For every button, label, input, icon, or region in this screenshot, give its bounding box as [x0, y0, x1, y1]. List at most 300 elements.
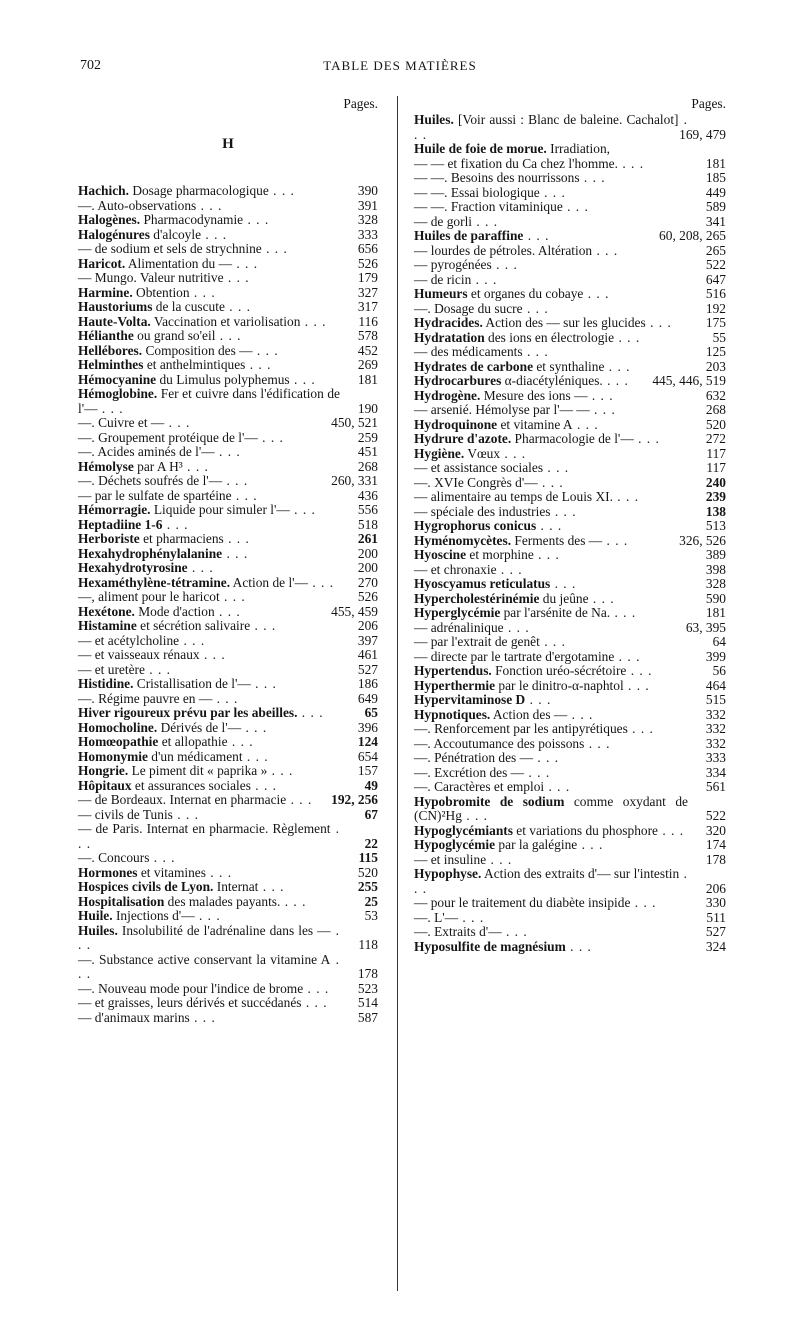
- entry-page-number: 647: [705, 271, 726, 287]
- entry-page-number: 436: [357, 487, 378, 503]
- entry-heading: Hydratation: [414, 329, 485, 345]
- index-entry: [78, 590, 378, 605]
- index-entry: [414, 896, 726, 911]
- leader-dots: . . .: [243, 212, 270, 227]
- entry-page-number: 63, 395: [685, 619, 726, 635]
- entry-heading: Hexétone.: [78, 603, 135, 619]
- entry-text: —. Renforcement par les antipyrétiques: [414, 721, 628, 736]
- leader-dots: . . .: [245, 357, 272, 372]
- index-entry: [78, 924, 378, 953]
- entry-page-number: 324: [705, 938, 726, 954]
- entry-text: — —. Besoins des nourrissons: [414, 170, 580, 185]
- entry-page-number: 396: [357, 719, 378, 735]
- entry-page-number: 190: [357, 400, 378, 416]
- index-entry: [414, 838, 726, 853]
- entry-text: — civils de Tunis: [78, 806, 173, 822]
- index-entry: [78, 344, 378, 359]
- entry-page-number: 178: [705, 851, 726, 867]
- index-entry: [414, 853, 726, 868]
- entry-text: Le piment dit « paprika »: [128, 763, 268, 778]
- entry-heading: Hongrie.: [78, 763, 129, 778]
- leader-dots: . . .: [205, 864, 233, 880]
- entry-page-number: 255: [357, 879, 378, 894]
- index-entry: [414, 142, 726, 157]
- entry-heading: Hyposulfite de magnésium: [414, 938, 566, 954]
- entry-heading: Hémoglobine.: [78, 386, 158, 401]
- entry-text: Irradiation,: [546, 141, 610, 156]
- leader-dots: . . .: [189, 284, 216, 300]
- entry-heading: Homocholine.: [78, 719, 158, 735]
- entry-page-number: 326, 526: [679, 532, 726, 548]
- entry-page-number: 181: [357, 371, 378, 387]
- index-entry: [414, 273, 726, 288]
- entry-page-number: 181: [705, 155, 726, 171]
- entry-page-number: 390: [357, 183, 378, 198]
- index-entry: [78, 576, 378, 591]
- index-entry: [78, 242, 378, 257]
- entry-page-number: 116: [358, 313, 378, 329]
- entry-text: —. Dosage du sucre: [414, 300, 523, 316]
- entry-page-number: 333: [357, 226, 378, 242]
- index-entry: [78, 895, 378, 910]
- entry-page-number: 330: [705, 895, 726, 910]
- index-entry: [414, 780, 726, 795]
- leader-dots: . . .: [301, 995, 328, 1010]
- pages-label-left: Pages.: [343, 96, 378, 111]
- entry-page-number: 60, 208, 265: [659, 228, 726, 243]
- entry-page-number: 270: [357, 574, 378, 590]
- entry-text: et synthaline: [533, 358, 605, 374]
- entry-text: —. Auto-observations: [78, 197, 197, 213]
- leader-dots: . . .: [536, 518, 563, 533]
- index-entry: [414, 229, 726, 244]
- index-entry: [414, 621, 726, 636]
- leader-dots: . . .: [252, 342, 279, 358]
- entry-text: — d'animaux marins: [78, 1009, 190, 1025]
- index-entry: [414, 345, 726, 360]
- entry-text: — spéciale des industries: [414, 503, 551, 519]
- entry-text: et vitamines: [137, 864, 206, 880]
- index-entry: [78, 1011, 378, 1026]
- entry-page-number: 526: [357, 255, 378, 271]
- index-entry: [414, 737, 726, 752]
- entry-heading: Hydrocarbures: [414, 373, 502, 388]
- entry-page-number: 157: [357, 763, 378, 778]
- entry-page-number: 513: [705, 518, 726, 533]
- leader-dots: . . .: [562, 199, 589, 214]
- entry-heading: Huiles.: [414, 112, 454, 127]
- entry-text: — et acétylcholine: [78, 632, 180, 648]
- index-entry: [78, 300, 378, 315]
- entry-heading: Hôpitaux: [78, 777, 132, 793]
- index-entry: [78, 257, 378, 272]
- entry-heading: Hypophyse.: [414, 866, 482, 881]
- entry-heading: Halogènes.: [78, 212, 141, 227]
- index-entry: [414, 925, 726, 940]
- index-entry: [414, 867, 726, 896]
- entry-text: — lourdes de pétroles. Altération: [414, 242, 593, 258]
- leader-dots: . . .: [522, 344, 549, 359]
- entry-heading: Halogénures: [78, 226, 150, 242]
- leader-dots: . . .: [194, 908, 221, 923]
- index-entry: [78, 373, 378, 388]
- entry-text: comme oxydant de (CN)²Hg: [414, 793, 688, 823]
- leader-dots: . . .: [222, 545, 249, 561]
- index-entry: [78, 808, 378, 823]
- index-entry: [78, 982, 378, 997]
- entry-text: et anthelmintiques: [143, 357, 246, 372]
- entry-text: —. Régime pauvre en —: [78, 690, 213, 706]
- leader-dots: . . .: [196, 197, 223, 213]
- leader-dots: . . .: [215, 328, 242, 343]
- entry-text: et pharmaciens: [139, 531, 224, 546]
- entry-page-number: 200: [357, 560, 378, 575]
- index-entry: [414, 722, 726, 737]
- entry-page-number: 185: [705, 170, 726, 185]
- entry-heading: Hyperglycémie: [414, 605, 501, 620]
- entry-page-number: 320: [705, 822, 726, 838]
- index-entry: [414, 751, 726, 766]
- entry-heading: Heptadiine 1-6: [78, 516, 163, 532]
- entry-text: Internat: [213, 879, 259, 894]
- leader-dots: . . .: [222, 473, 249, 488]
- entry-heading: Hachich.: [78, 183, 129, 198]
- entry-heading: Hélianthe: [78, 328, 134, 343]
- entry-text: Alimentation du —: [125, 255, 232, 271]
- index-entry: [78, 851, 378, 866]
- entry-text: — de Paris. Internat en pharmacie. Règlement: [78, 821, 331, 836]
- leader-dots: . . .: [172, 806, 199, 822]
- leader-dots: . . .: [589, 402, 616, 417]
- entry-text: Fer et cuivre dans l'édification de l'—: [78, 386, 340, 416]
- entry-text: du jeûne: [539, 590, 589, 606]
- entry-text: —. Accoutumance des poissons: [414, 735, 585, 751]
- index-entry: [78, 532, 378, 547]
- entry-page-number: 523: [357, 980, 378, 996]
- entry-page-number: 522: [705, 257, 726, 272]
- entry-page-number: 261: [357, 531, 378, 546]
- entry-heading: Harmine.: [78, 284, 133, 300]
- entry-text: — — et fixation du Ca chez l'homme.: [414, 155, 618, 171]
- index-entry: [78, 547, 378, 562]
- entry-heading: Hypervitaminose D: [414, 692, 526, 707]
- entry-page-number: 268: [357, 458, 378, 474]
- entry-heading: Hémocyanine: [78, 371, 157, 387]
- leader-dots: . . .: [303, 980, 330, 996]
- index-entry: [414, 418, 726, 433]
- leader-dots: . . .: [212, 690, 239, 706]
- leader-dots: . . .: [567, 706, 594, 722]
- leader-dots: . . .: [623, 677, 650, 693]
- entry-heading: Hypoglycémiants: [414, 822, 513, 838]
- leader-dots: . . .: [539, 634, 566, 649]
- entry-page-number: 589: [705, 199, 726, 214]
- entry-page-number: 578: [357, 328, 378, 343]
- index-entry: [414, 476, 726, 491]
- index-entry: [414, 708, 726, 723]
- entry-heading: Homonymie: [78, 748, 148, 764]
- entry-heading: Hypertendus.: [414, 663, 492, 678]
- entry-heading: Hormones: [78, 864, 138, 880]
- index-entry: [414, 331, 726, 346]
- index-entry: [78, 561, 378, 576]
- entry-text: Obtention: [132, 284, 190, 300]
- entry-heading: Herboriste: [78, 531, 140, 546]
- entry-heading: Hydroquinone: [414, 416, 498, 432]
- leader-dots: . . .: [242, 748, 269, 764]
- entry-text: — de Bordeaux. Internat en pharmacie: [78, 792, 287, 807]
- entry-text: et variations du phosphore: [512, 822, 658, 838]
- leader-dots: . . .: [97, 400, 124, 416]
- entry-text: et morphine: [466, 547, 534, 562]
- section-letter: H: [222, 136, 234, 152]
- index-entry: [414, 113, 726, 142]
- leader-dots: . . .: [201, 226, 228, 242]
- entry-text: —. Concours: [78, 850, 150, 865]
- entry-page-number: 265: [705, 242, 726, 258]
- leader-dots: . . .: [300, 313, 327, 329]
- entry-page-number: 332: [705, 721, 726, 736]
- entry-heading: Haute-Volta.: [78, 313, 151, 329]
- index-entry: [414, 548, 726, 563]
- index-entry: [414, 911, 726, 926]
- entry-heading: Histamine: [78, 618, 137, 633]
- index-entry: [78, 996, 378, 1011]
- index-entry: [414, 360, 726, 375]
- leader-dots: . . .: [645, 315, 672, 330]
- leader-dots: . . .: [250, 777, 278, 793]
- leader-dots: . . .: [286, 792, 313, 807]
- entry-text: Pharmacologie de l'—: [511, 431, 634, 446]
- entry-page-number: 55: [712, 329, 726, 345]
- entry-text: Injections d'—: [112, 908, 195, 923]
- entry-text: α-diacétyléniques.: [501, 373, 603, 388]
- entry-page-number: 56: [712, 663, 726, 678]
- index-entry: [414, 244, 726, 259]
- index-entry: [414, 795, 726, 824]
- index-entry: [414, 577, 726, 592]
- leader-dots: . . .: [500, 445, 527, 461]
- leader-dots: . . .: [78, 922, 340, 952]
- leader-dots: . . .: [144, 661, 172, 677]
- leader-dots: . . .: [496, 561, 523, 577]
- entry-page-number: 556: [357, 502, 378, 517]
- index-entry: [78, 228, 378, 243]
- entry-text: — et uretère: [78, 661, 145, 677]
- index-entry: [78, 416, 378, 431]
- leader-dots: . . .: [164, 415, 191, 430]
- leader-dots: . . .: [602, 373, 629, 388]
- entry-text: Vaccination et variolisation: [150, 313, 301, 329]
- index-entry: [414, 563, 726, 578]
- entry-text: — et chronaxie: [414, 561, 497, 577]
- column-divider: [397, 96, 398, 1291]
- leader-dots: . . .: [250, 618, 277, 633]
- leader-dots: . . .: [491, 257, 518, 272]
- leader-dots: . . .: [219, 589, 246, 604]
- entry-page-number: 175: [705, 315, 726, 330]
- leader-dots: . . .: [214, 603, 241, 619]
- entry-heading: Hexaméthylène-tétramine.: [78, 574, 231, 590]
- index-entry: [78, 358, 378, 373]
- entry-text: des malades payants.: [164, 893, 281, 909]
- entry-page-number: 445, 446, 519: [652, 373, 726, 388]
- index-entry: [78, 721, 378, 736]
- index-entry: [78, 793, 378, 808]
- index-entry: [78, 750, 378, 765]
- entry-heading: Hydrates de carbone: [414, 358, 534, 374]
- index-entry: [78, 213, 378, 228]
- entry-text: — directe par le tartrate d'ergotamine: [414, 648, 615, 664]
- index-entry: [78, 445, 378, 460]
- index-entry: [78, 489, 378, 504]
- leader-dots: . . .: [241, 719, 268, 735]
- entry-page-number: 527: [357, 661, 378, 677]
- leader-dots: . . .: [533, 750, 560, 765]
- running-title: TABLE DES MATIÈRES: [323, 58, 477, 73]
- leader-dots: . . .: [583, 286, 610, 301]
- leader-dots: . . .: [537, 474, 564, 490]
- entry-page-number: 260, 331: [331, 473, 378, 488]
- entry-text: — arsenié. Hémolyse par l'— —: [414, 402, 590, 417]
- leader-dots: . . .: [501, 924, 528, 939]
- entry-page-number: 341: [705, 213, 726, 229]
- index-entry: [414, 940, 726, 955]
- leader-dots: . . .: [658, 822, 685, 838]
- index-entry: [78, 315, 378, 330]
- index-entry: [78, 692, 378, 707]
- leader-dots: . . .: [162, 516, 189, 532]
- entry-heading: Histidine.: [78, 676, 134, 691]
- index-entry: [78, 663, 378, 678]
- entry-heading: Hémorragie.: [78, 502, 151, 517]
- entry-heading: Hydrogène.: [414, 387, 481, 403]
- leader-dots: . . .: [179, 632, 206, 648]
- entry-page-number: 455, 459: [331, 603, 378, 619]
- entry-page-number: 389: [705, 547, 726, 562]
- entry-page-number: 332: [705, 706, 726, 722]
- entry-page-number: 240: [705, 474, 726, 490]
- index-entry: [414, 171, 726, 186]
- entry-text: par A H³: [133, 458, 183, 474]
- index-entry: [78, 329, 378, 344]
- entry-text: Ferments des —: [511, 532, 603, 548]
- index-entry: [414, 316, 726, 331]
- entry-page-number: 654: [357, 748, 378, 764]
- entry-page-number: 203: [705, 358, 726, 374]
- index-column-left: [78, 96, 378, 1025]
- entry-page-number: 138: [705, 503, 726, 519]
- leader-dots: . . .: [503, 619, 530, 635]
- entry-text: — adrénalinique: [414, 619, 504, 635]
- entry-page-number: 192: [705, 300, 726, 316]
- entry-text: — de sodium et sels de strychnine: [78, 241, 262, 256]
- entry-text: —. Nouveau mode pour l'indice de brome: [78, 980, 304, 996]
- index-entry: [414, 258, 726, 273]
- leader-dots: . . .: [610, 605, 637, 620]
- index-entry: [78, 779, 378, 794]
- index-entry: [78, 431, 378, 446]
- entry-page-number: 632: [705, 387, 726, 403]
- index-entry: [78, 503, 378, 518]
- entry-page-number: 192, 256: [331, 792, 378, 807]
- leader-dots: . . .: [584, 735, 611, 751]
- entry-text: Pharmacodynamie: [140, 212, 244, 227]
- index-entry: [414, 679, 726, 694]
- leader-dots: . . .: [550, 503, 577, 519]
- entry-page-number: 67: [364, 806, 378, 822]
- leader-dots: . . .: [525, 692, 552, 707]
- index-entry: [78, 387, 378, 416]
- entry-heading: Huile de foie de morue.: [414, 141, 547, 156]
- entry-heading: Hyménomycètes.: [414, 532, 512, 548]
- entry-page-number: 25: [364, 893, 378, 909]
- entry-text: — —. Fraction vitaminique: [414, 199, 563, 214]
- entry-page-number: 399: [705, 648, 726, 664]
- entry-text: Dérivés de l'—: [157, 719, 242, 735]
- entry-page-number: 590: [705, 590, 726, 606]
- entry-page-number: 178: [357, 966, 378, 981]
- leader-dots: . . .: [461, 808, 488, 823]
- index-column-right: [414, 96, 726, 954]
- entry-text: [Voir aussi : Blanc de baleine. Cachalot]: [453, 112, 679, 127]
- entry-page-number: 115: [358, 850, 378, 865]
- entry-text: et sécrétion salivaire: [136, 618, 251, 633]
- entry-heading: Hyoscyamus reticulatus: [414, 576, 551, 591]
- index-entry: [414, 519, 726, 534]
- leader-dots: . . .: [308, 574, 335, 590]
- entry-page-number: 332: [705, 735, 726, 751]
- leader-dots: . . .: [267, 763, 294, 778]
- entry-page-number: 64: [712, 634, 726, 649]
- entry-page-number: 206: [357, 618, 378, 633]
- entry-page-number: 587: [357, 1009, 378, 1025]
- entry-heading: Huiles de paraffine: [414, 228, 524, 243]
- entry-heading: Hygrophorus conicus: [414, 518, 537, 533]
- index-entry: [414, 157, 726, 172]
- leader-dots: . . .: [261, 241, 288, 256]
- index-entry: [78, 460, 378, 475]
- entry-heading: Huiles.: [78, 922, 118, 938]
- leader-dots: . . .: [199, 647, 226, 662]
- leader-dots: . . .: [614, 648, 641, 664]
- entry-text: par le dinitro-α-naphtol: [495, 677, 624, 693]
- index-entry: [78, 199, 378, 214]
- entry-heading: Hypoglycémie: [414, 837, 496, 852]
- entry-page-number: 272: [705, 431, 726, 446]
- entry-text: Cristallisation de l'—: [133, 676, 251, 691]
- entry-page-number: 452: [357, 342, 378, 358]
- leader-dots: . . .: [630, 895, 657, 910]
- leader-dots: . . .: [486, 851, 513, 867]
- entry-text: d'alcoyle: [149, 226, 202, 242]
- entry-text: — —. Essai biologique: [414, 184, 540, 200]
- entry-page-number: 118: [358, 937, 378, 952]
- entry-page-number: 449: [705, 184, 726, 200]
- entry-text: —. Acides aminés de l'—: [78, 444, 215, 459]
- entry-page-number: 259: [357, 429, 378, 445]
- entry-text: Insolubilité de l'adrénaline dans les —: [117, 922, 331, 938]
- entry-text: des ions en électrologie: [484, 329, 615, 345]
- index-entry: [414, 635, 726, 650]
- entry-heading: Hydrure d'azote.: [414, 431, 512, 446]
- page-header: [70, 58, 730, 78]
- leader-dots: . . .: [231, 487, 258, 503]
- entry-heading: Hypobromite de sodium: [414, 793, 565, 809]
- entry-page-number: 327: [357, 284, 378, 300]
- index-entry: [78, 605, 378, 620]
- entry-page-number: 65: [364, 705, 378, 720]
